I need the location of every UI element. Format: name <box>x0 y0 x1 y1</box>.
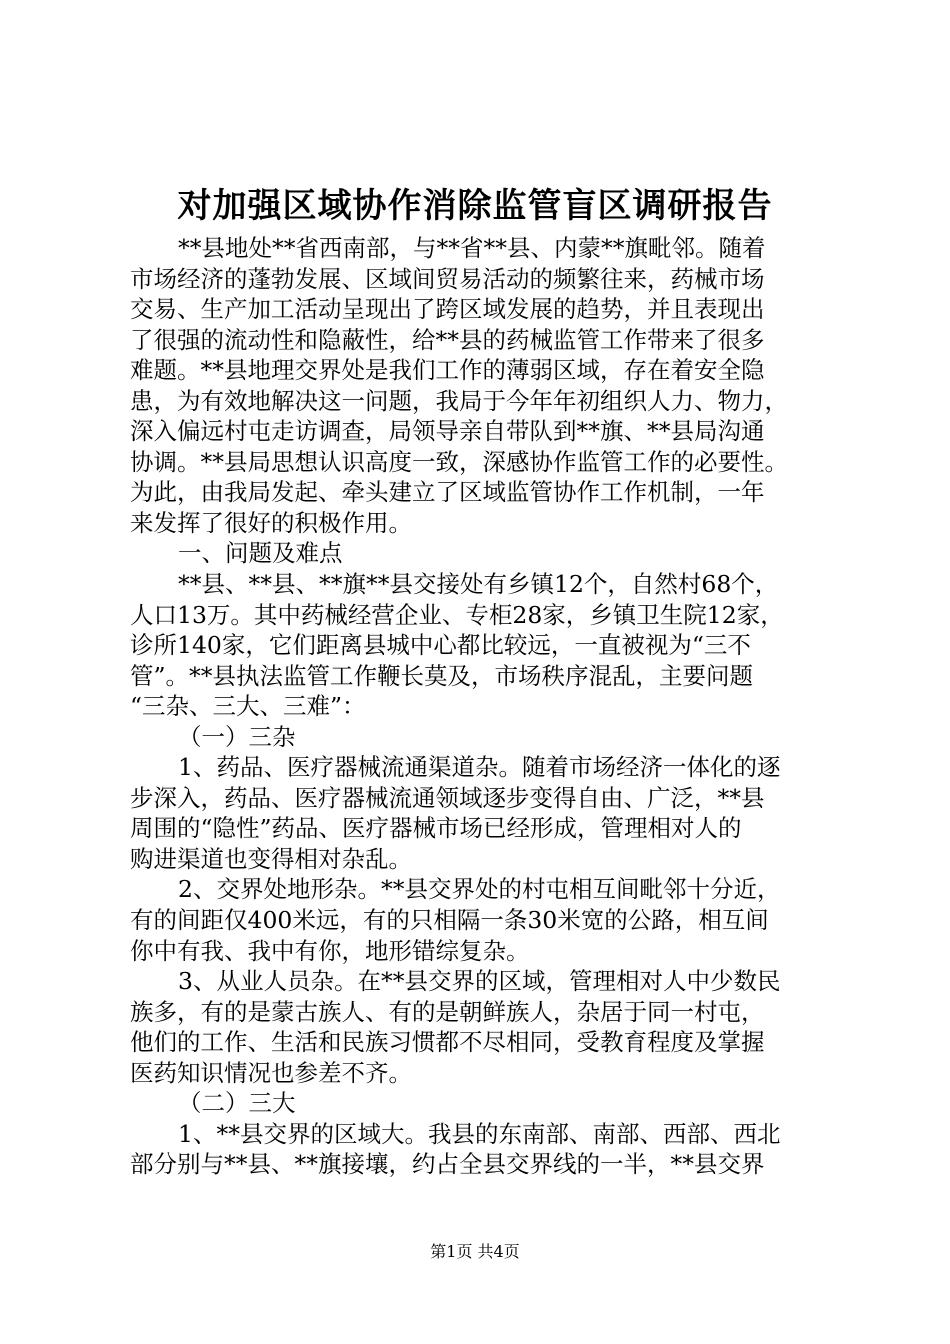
paragraph-line: 交易、生产加工活动呈现出了跨区域发展的趋势，并且表现出 <box>130 295 765 324</box>
paragraph-line: 你中有我、我中有你，地形错综复杂。 <box>130 936 530 965</box>
paragraph-line: “三杂、三大、三难”： <box>130 692 366 721</box>
paragraph-line: 市场经济的蓬勃发展、区域间贸易活动的频繁往来，药械市场 <box>130 264 765 293</box>
paragraph-line: 来发挥了很好的积极作用。 <box>130 508 412 537</box>
paragraph-line: （一）三杂 <box>178 722 296 751</box>
paragraph-line: **县、**县、**旗**县交接处有乡镇12个，自然村68个， <box>178 570 779 599</box>
paragraph-line: 人口13万。其中药械经营企业、专柜28家，乡镇卫生院12家， <box>130 600 784 629</box>
paragraph-line: 协调。**县局思想认识高度一致，深感协作监管工作的必要性。 <box>130 447 788 476</box>
paragraph-line: 3、从业人员杂。在**县交界的区域，管理相对人中少数民 <box>178 967 781 996</box>
paragraph-line: 族多，有的是蒙古族人、有的是朝鲜族人，杂居于同一村屯， <box>130 997 765 1026</box>
paragraph-line: 医药知识情况也参差不齐。 <box>130 1058 412 1087</box>
paragraph-line: 步深入，药品、医疗器械流通领域逐步变得自由、广泛，**县 <box>130 783 765 812</box>
paragraph-line: 2、交界处地形杂。**县交界处的村屯相互间毗邻十分近， <box>178 875 781 904</box>
paragraph-line: 深入偏远村屯走访调查，局领导亲自带队到**旗、**县局沟通 <box>130 417 765 446</box>
paragraph-line: 诊所140家，它们距离县城中心都比较远，一直被视为“三不 <box>130 631 751 660</box>
paragraph-line: 有的间距仅400米远，有的只相隔一条30米宽的公路，相互间 <box>130 906 769 935</box>
paragraph-line: **县地处**省西南部，与**省**县、内蒙**旗毗邻。随着 <box>178 234 766 262</box>
paragraph-line: 1、药品、医疗器械流通渠道杂。随着市场经济一体化的逐 <box>178 753 781 782</box>
paragraph-line: （二）三大 <box>178 1089 296 1118</box>
paragraph-line: 患，为有效地解决这一问题，我局于今年年初组织人力、物力， <box>130 386 788 415</box>
paragraph-line: 一、问题及难点 <box>178 539 343 568</box>
paragraph-line: 购进渠道也变得相对杂乱。 <box>130 844 412 873</box>
page-footer: 第1页 共4页 <box>430 1242 520 1261</box>
paragraph-line: 管”。**县执法监管工作鞭长莫及，市场秩序混乱，主要问题 <box>130 661 754 690</box>
paragraph-line: 了很强的流动性和隐蔽性，给**县的药械监管工作带来了很多 <box>130 325 765 354</box>
paragraph-line: 1、**县交界的区域大。我县的东南部、南部、西部、西北 <box>178 1119 781 1148</box>
document-body <box>130 233 835 1180</box>
paragraph-line: 部分别与**县、**旗接壤，约占全县交界线的一半，**县交界 <box>130 1150 765 1179</box>
paragraph-line: 他们的工作、生活和民族习惯都不尽相同，受教育程度及掌握 <box>130 1028 765 1057</box>
paragraph-line: 周围的“隐性”药品、医疗器械市场已经形成，管理相对人的 <box>130 814 742 843</box>
document-title: 对加强区域协作消除监管盲区调研报告 <box>177 186 773 226</box>
paragraph-line: 为此，由我局发起、牵头建立了区域监管协作工作机制，一年 <box>130 478 765 507</box>
paragraph-line: 难题。**县地理交界处是我们工作的薄弱区域，存在着安全隐 <box>130 356 765 385</box>
